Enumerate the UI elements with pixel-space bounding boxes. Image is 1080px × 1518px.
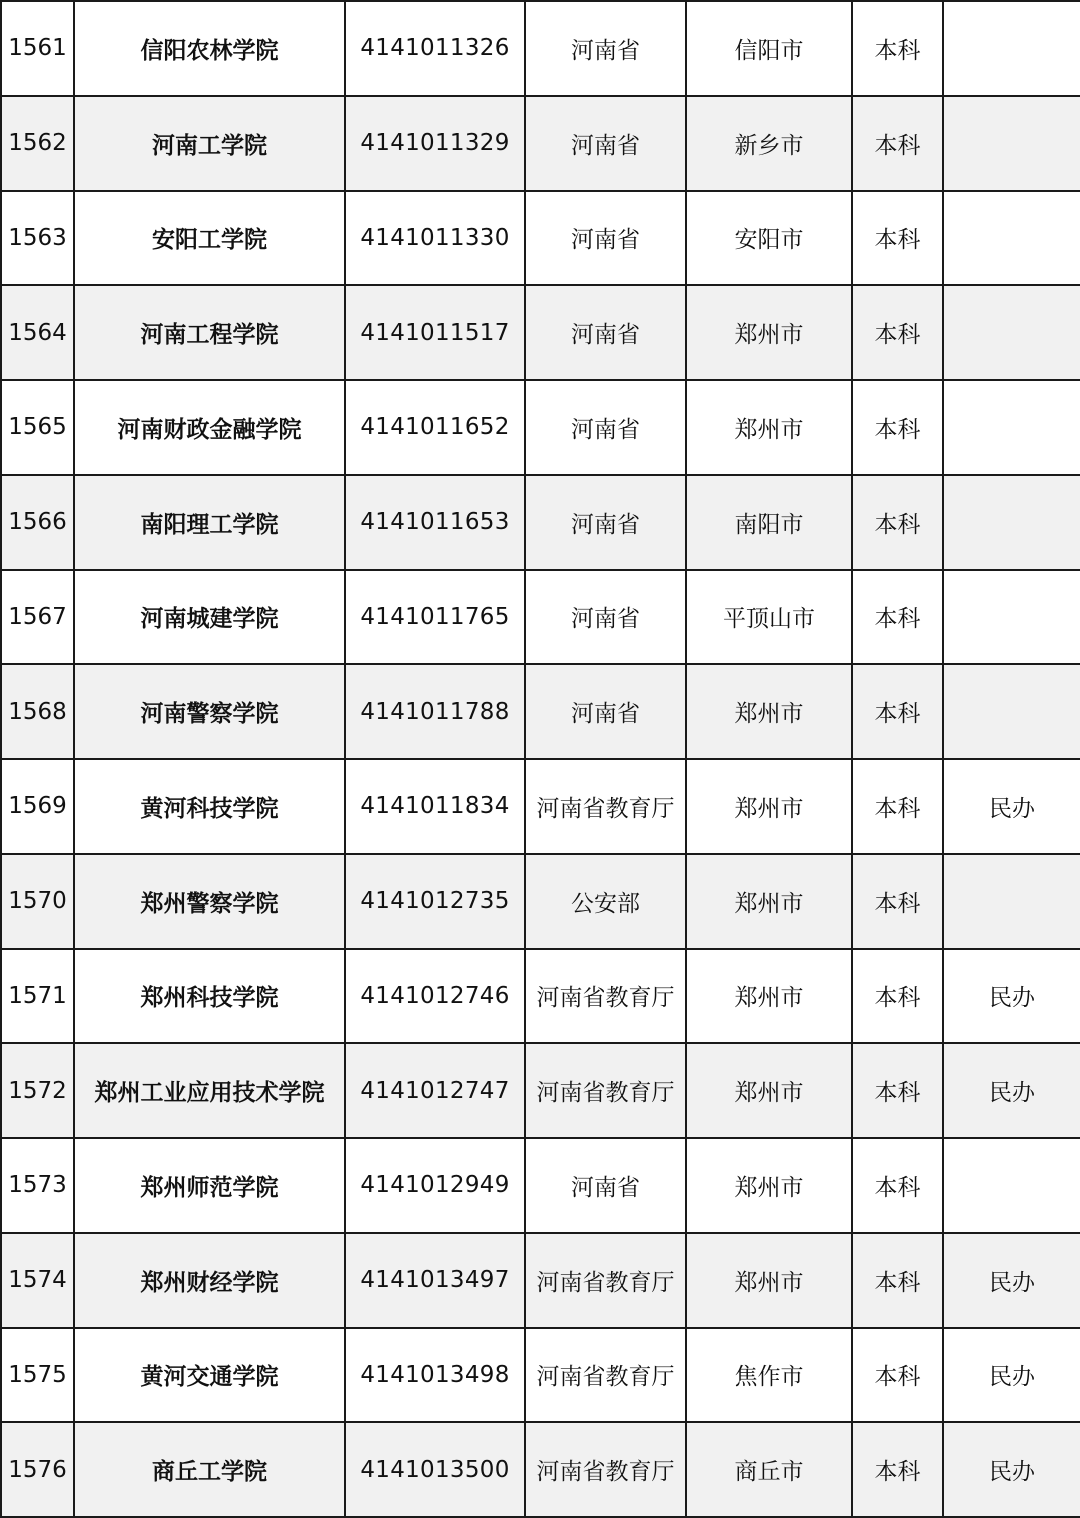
city: 郑州市 [686, 285, 852, 380]
remark [943, 664, 1080, 759]
school-code: 4141011330 [345, 191, 525, 286]
city: 郑州市 [686, 664, 852, 759]
city: 南阳市 [686, 475, 852, 570]
competent-authority: 河南省教育厅 [525, 1328, 686, 1423]
school-code: 4141011326 [345, 1, 525, 96]
remark: 民办 [943, 949, 1080, 1044]
school-name: 河南城建学院 [74, 570, 345, 665]
table-row [1, 1138, 1080, 1233]
competent-authority: 河南省教育厅 [525, 1043, 686, 1138]
city: 郑州市 [686, 949, 852, 1044]
remark [943, 1138, 1080, 1233]
remark: 民办 [943, 1422, 1080, 1517]
education-level: 本科 [852, 96, 943, 191]
table-row [1, 475, 1080, 570]
school-code: 4141011652 [345, 380, 525, 475]
school-name: 商丘工学院 [74, 1422, 345, 1517]
city: 安阳市 [686, 191, 852, 286]
school-code: 4141012747 [345, 1043, 525, 1138]
school-code: 4141011788 [345, 664, 525, 759]
remark [943, 380, 1080, 475]
city: 郑州市 [686, 854, 852, 949]
table-row [1, 96, 1080, 191]
city: 郑州市 [686, 759, 852, 854]
remark: 民办 [943, 1233, 1080, 1328]
school-code: 4141011834 [345, 759, 525, 854]
table-row [1, 1422, 1080, 1517]
remark [943, 1, 1080, 96]
row-index: 1563 [1, 191, 74, 286]
school-name: 郑州科技学院 [74, 949, 345, 1044]
table-row [1, 1, 1080, 96]
school-name: 河南工程学院 [74, 285, 345, 380]
school-name: 河南工学院 [74, 96, 345, 191]
education-level: 本科 [852, 191, 943, 286]
row-index: 1576 [1, 1422, 74, 1517]
row-index: 1566 [1, 475, 74, 570]
competent-authority: 河南省 [525, 285, 686, 380]
school-code: 4141013500 [345, 1422, 525, 1517]
education-level: 本科 [852, 475, 943, 570]
competent-authority: 河南省 [525, 570, 686, 665]
school-name: 安阳工学院 [74, 191, 345, 286]
row-index: 1571 [1, 949, 74, 1044]
school-name: 黄河科技学院 [74, 759, 345, 854]
row-index: 1565 [1, 380, 74, 475]
school-code: 4141011517 [345, 285, 525, 380]
row-index: 1562 [1, 96, 74, 191]
city: 焦作市 [686, 1328, 852, 1423]
education-level: 本科 [852, 759, 943, 854]
remark [943, 285, 1080, 380]
school-code: 4141011329 [345, 96, 525, 191]
row-index: 1575 [1, 1328, 74, 1423]
school-name: 南阳理工学院 [74, 475, 345, 570]
school-code: 4141012746 [345, 949, 525, 1044]
competent-authority: 河南省 [525, 1138, 686, 1233]
competent-authority: 公安部 [525, 854, 686, 949]
school-code: 4141012735 [345, 854, 525, 949]
school-name: 河南警察学院 [74, 664, 345, 759]
city: 平顶山市 [686, 570, 852, 665]
education-level: 本科 [852, 1422, 943, 1517]
table-row [1, 1233, 1080, 1328]
city: 郑州市 [686, 1043, 852, 1138]
remark [943, 854, 1080, 949]
school-name: 郑州工业应用技术学院 [74, 1043, 345, 1138]
school-name: 黄河交通学院 [74, 1328, 345, 1423]
competent-authority: 河南省 [525, 664, 686, 759]
table-row [1, 949, 1080, 1044]
school-code: 4141013498 [345, 1328, 525, 1423]
remark [943, 570, 1080, 665]
remark: 民办 [943, 1043, 1080, 1138]
education-level: 本科 [852, 1233, 943, 1328]
row-index: 1561 [1, 1, 74, 96]
school-name: 郑州师范学院 [74, 1138, 345, 1233]
education-level: 本科 [852, 380, 943, 475]
competent-authority: 河南省 [525, 380, 686, 475]
remark: 民办 [943, 759, 1080, 854]
education-level: 本科 [852, 1, 943, 96]
education-level: 本科 [852, 1138, 943, 1233]
city: 新乡市 [686, 96, 852, 191]
school-code: 4141011653 [345, 475, 525, 570]
row-index: 1573 [1, 1138, 74, 1233]
table-row [1, 759, 1080, 854]
row-index: 1564 [1, 285, 74, 380]
row-index: 1570 [1, 854, 74, 949]
table-body [1, 1, 1080, 1517]
education-level: 本科 [852, 1043, 943, 1138]
table-row [1, 191, 1080, 286]
education-level: 本科 [852, 285, 943, 380]
city: 信阳市 [686, 1, 852, 96]
competent-authority: 河南省 [525, 1, 686, 96]
education-level: 本科 [852, 854, 943, 949]
city: 郑州市 [686, 1138, 852, 1233]
row-index: 1574 [1, 1233, 74, 1328]
school-code: 4141012949 [345, 1138, 525, 1233]
table-row [1, 285, 1080, 380]
row-index: 1568 [1, 664, 74, 759]
table-row [1, 380, 1080, 475]
education-level: 本科 [852, 949, 943, 1044]
school-code: 4141013497 [345, 1233, 525, 1328]
education-level: 本科 [852, 1328, 943, 1423]
competent-authority: 河南省教育厅 [525, 759, 686, 854]
city: 郑州市 [686, 1233, 852, 1328]
row-index: 1572 [1, 1043, 74, 1138]
table-row [1, 854, 1080, 949]
competent-authority: 河南省 [525, 96, 686, 191]
education-level: 本科 [852, 570, 943, 665]
table-row [1, 1328, 1080, 1423]
school-name: 郑州警察学院 [74, 854, 345, 949]
school-name: 信阳农林学院 [74, 1, 345, 96]
competent-authority: 河南省教育厅 [525, 1233, 686, 1328]
competent-authority: 河南省教育厅 [525, 949, 686, 1044]
school-code: 4141011765 [345, 570, 525, 665]
remark [943, 191, 1080, 286]
school-name: 河南财政金融学院 [74, 380, 345, 475]
city: 郑州市 [686, 380, 852, 475]
school-name: 郑州财经学院 [74, 1233, 345, 1328]
competent-authority: 河南省教育厅 [525, 1422, 686, 1517]
competent-authority: 河南省 [525, 191, 686, 286]
table-row [1, 1043, 1080, 1138]
remark [943, 475, 1080, 570]
competent-authority: 河南省 [525, 475, 686, 570]
row-index: 1567 [1, 570, 74, 665]
remark: 民办 [943, 1328, 1080, 1423]
remark [943, 96, 1080, 191]
city: 商丘市 [686, 1422, 852, 1517]
education-level: 本科 [852, 664, 943, 759]
table-row [1, 570, 1080, 665]
row-index: 1569 [1, 759, 74, 854]
table-row [1, 664, 1080, 759]
